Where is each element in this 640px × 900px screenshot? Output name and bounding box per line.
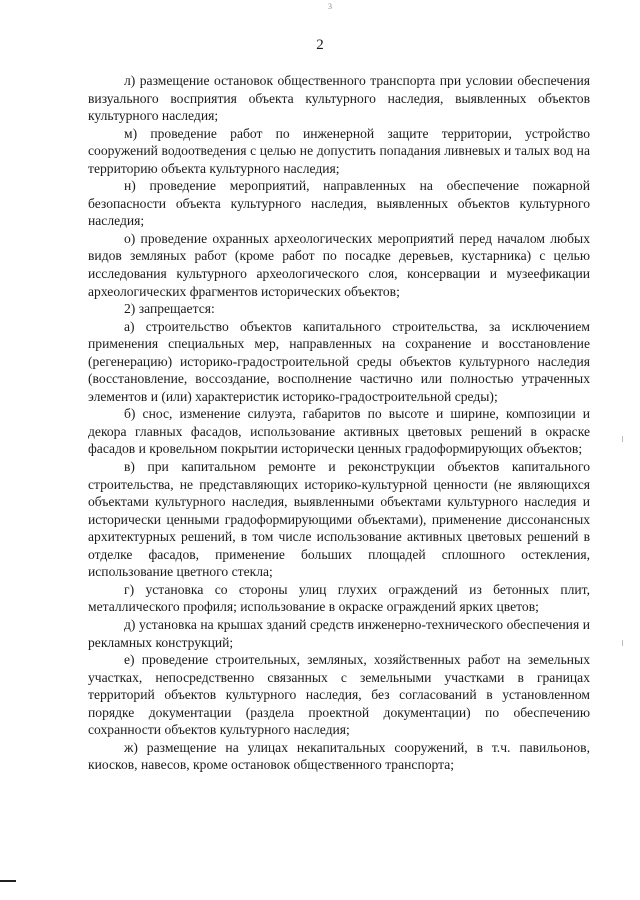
paragraph-d: д) установка на крышах зданий средств инженерно-технического обеспечения и рекламных конструкций; <box>88 616 590 650</box>
paragraph-a: а) строительство объектов капитального строительства, за исключением применения специальных мер, направленных на сохранение и восстановление (регенерацию) историко-градостроительной среды объектов культурного наследия (восстановление, воссоздание, восполнение частично или полностью утраченных элементов и (или) характеристик историко-градостроительной среды); <box>88 318 590 404</box>
paragraph-v: в) при капитальном ремонте и реконструкции объектов капитального строительства, не представляющих историко-культурной ценности (не являющихся объектами культурного наследия, выявленными объектами культурного наследия и исторически ценными градоформирующими объектами), применение диссонансных архитектурных решений, в том числе использование активных цветовых решений в отделке фасадов, применение больших площадей сплошного остекления, использование цветного стекла; <box>88 459 590 580</box>
paragraph-prohibited-heading: 2) запрещается: <box>124 301 215 317</box>
scan-speck <box>622 640 623 646</box>
paragraph-m: м) проведение работ по инженерной защите территории, устройство сооружений водоотведения с целью не допустить попадания ливневых и талых вод на территорию объекта культурного наследия; <box>88 125 590 176</box>
margin-mark <box>0 880 16 882</box>
scan-speck <box>622 436 623 442</box>
paragraph-l: л) размещение остановок общественного транспорта при условии обеспечения визуального восприятия объекта культурного наследия, выявленных объектов культурного наследия; <box>88 73 590 124</box>
paragraph-n: н) проведение мероприятий, направленных на обеспечение пожарной безопасности объекта культурного наследия, выявленных объектов культурного наследия; <box>88 178 590 229</box>
top-mark: 3 <box>328 2 332 11</box>
paragraph-o: о) проведение охранных археологических мероприятий перед началом любых видов земляных работ (кроме работ по посадке деревьев, кустарника) с целью исследования культурного археологического слоя, консервации и музеефикации археологических фрагментов исторических объектов; <box>88 230 590 299</box>
paragraph-b: б) снос, изменение силуэта, габаритов по высоте и ширине, композиции и декора главных фасадов, использование активных цветовых решений в окраске фасадов и кровельном покрытии исторически ценных градоформирующих объектов; <box>88 406 590 457</box>
paragraph-e: е) проведение строительных, земляных, хозяйственных работ на земельных участках, непосредственно связанных с земельными участками в границах территорий объектов культурного наследия, без согласований в установленном порядке документации (раздела проектной документации) по обеспечению сохранности объектов культурного наследия; <box>88 652 590 738</box>
document-body <box>88 72 590 774</box>
paragraph-zh: ж) размещение на улицах некапитальных сооружений, в т.ч. павильонов, киосков, навесов, кроме остановок общественного транспорта; <box>88 739 590 773</box>
page-number: 2 <box>316 37 324 53</box>
paragraph-g: г) установка со стороны улиц глухих ограждений из бетонных плит, металлического профиля; использование в окраске ограждений ярких цветов; <box>88 581 590 615</box>
